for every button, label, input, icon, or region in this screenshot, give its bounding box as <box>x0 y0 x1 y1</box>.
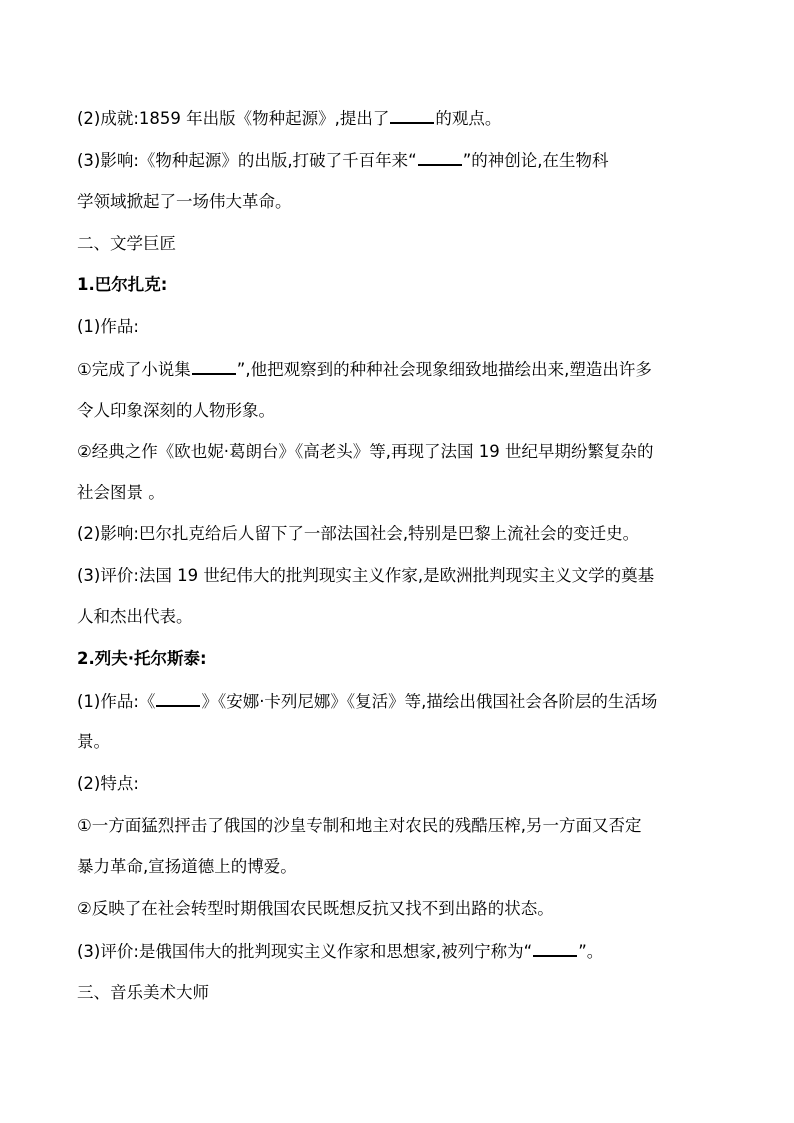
balzac-works-item-1-cont <box>77 399 275 423</box>
line-text: (3)评价:法国 19 世纪伟大的批判现实主义作家,是欧洲批判现实主义文学的奠基 <box>77 566 655 585</box>
line-text: 人和杰出代表。 <box>77 607 193 626</box>
line-text: 》《安娜·卡列尼娜》《复活》等,描绘出俄国社会各阶层的生活场 <box>201 692 658 711</box>
balzac-works-item-2-cont <box>77 481 165 505</box>
tolstoy-feature-1-cont <box>77 855 297 879</box>
line-text: 暴力革命,宣扬道德上的博爱。 <box>77 857 297 876</box>
tolstoy-feature-2 <box>77 897 554 921</box>
line-text: (3)评价:是俄国伟大的批判现实主义作家和思想家,被列宁称为“ <box>77 942 533 961</box>
fill-blank[interactable] <box>156 689 200 707</box>
line-text: 景。 <box>77 732 110 751</box>
darwin-influence-line <box>77 148 609 173</box>
line-text: 社会图景 。 <box>77 483 165 502</box>
line-text: (1)作品:《 <box>77 692 156 711</box>
balzac-works-item-1 <box>77 357 652 382</box>
line-text: 令人印象深刻的人物形象。 <box>77 401 275 420</box>
line-text: (2)影响:巴尔扎克给后人留下了一部法国社会,特别是巴黎上流社会的变迁史。 <box>77 524 640 543</box>
line-text: ”的神创论,在生物科 <box>462 151 609 170</box>
section-heading-music-art <box>77 981 209 1005</box>
line-text: ①完成了小说集 <box>77 360 191 379</box>
section-title: 二、文学巨匠 <box>77 234 176 253</box>
balzac-evaluation-cont <box>77 605 193 629</box>
darwin-achievement-line <box>77 106 501 131</box>
section-heading-literature <box>77 232 176 256</box>
line-text: ②经典之作《欧也妮·葛朗台》《高老头》等,再现了法国 19 世纪早期纷繁复杂的 <box>77 442 654 461</box>
fill-blank[interactable] <box>533 939 577 957</box>
tolstoy-features-label <box>77 772 139 796</box>
subheading-text: 1.巴尔扎克: <box>77 275 168 294</box>
balzac-works-item-2 <box>77 440 654 464</box>
tolstoy-works-cont <box>77 730 110 754</box>
line-text: ②反映了在社会转型时期俄国农民既想反抗又找不到出路的状态。 <box>77 899 554 918</box>
line-text: 的观点。 <box>435 109 502 128</box>
line-text: (2)特点: <box>77 774 139 793</box>
fill-blank[interactable] <box>192 357 236 375</box>
tolstoy-evaluation <box>77 939 603 964</box>
fill-blank[interactable] <box>418 148 462 166</box>
subheading-text: 2.列夫·托尔斯泰: <box>77 649 207 668</box>
tolstoy-works <box>77 689 657 714</box>
section-title: 三、音乐美术大师 <box>77 983 209 1002</box>
line-text: (3)影响:《物种起源》的出版,打破了千百年来“ <box>77 151 417 170</box>
darwin-influence-line-cont <box>77 190 292 214</box>
tolstoy-feature-1 <box>77 814 642 838</box>
line-text: (1)作品: <box>77 317 139 336</box>
balzac-influence <box>77 522 639 546</box>
line-text: (2)成就:1859 年出版《物种起源》,提出了 <box>77 109 390 128</box>
line-text: 学领域掀起了一场伟大革命。 <box>77 192 292 211</box>
fill-blank[interactable] <box>390 106 434 124</box>
subheading-balzac <box>77 273 167 297</box>
balzac-works-label <box>77 315 139 339</box>
balzac-evaluation <box>77 564 654 588</box>
line-text: ①一方面猛烈抨击了俄国的沙皇专制和地主对农民的残酷压榨,另一方面又否定 <box>77 816 642 835</box>
line-text: ”。 <box>578 942 604 961</box>
subheading-tolstoy <box>77 647 207 671</box>
line-text: ”,他把观察到的种种社会现象细致地描绘出来,塑造出许多 <box>236 360 652 379</box>
